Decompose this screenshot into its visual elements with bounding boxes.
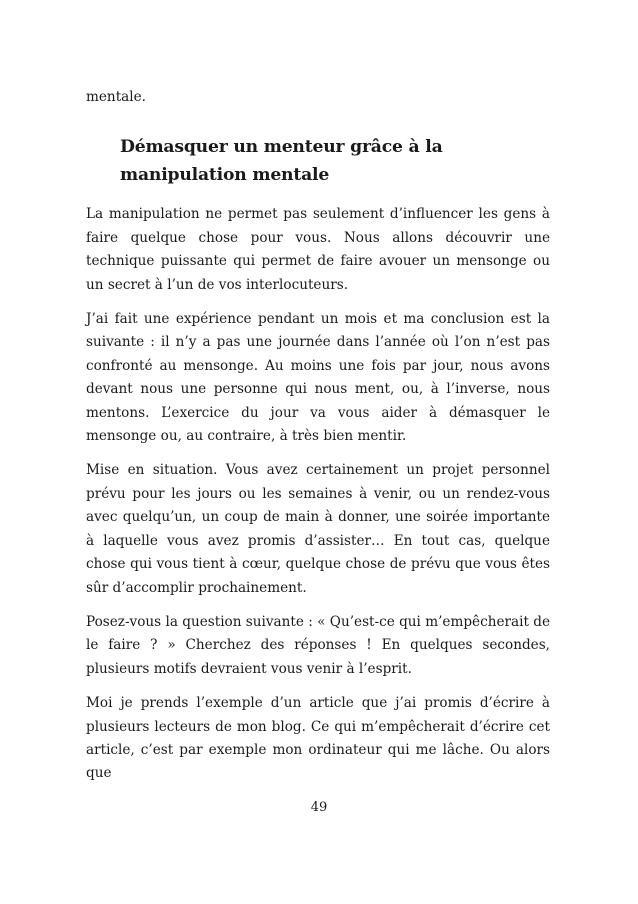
paragraph-2: J’ai fait une expérience pendant un mois et ma conclusion est la suivante : il n’y a pas une journée dans l’année où l’on n’est pas confronté au mensonge. Au moins une fois par jour, nous avons devant nous une personne qui nous ment, ou, à l’inverse, nous mentons. L’exercice du jour va vous aider à démasquer le mensonge ou, au contraire, à très bien mentir. (86, 311, 550, 445)
paragraph-4: Posez-vous la question suivante : « Qu’est-ce qui m’empêcherait de le faire ? » Cherchez des réponses ! En quelques secondes, plusieurs motifs devraient vous venir à l’esprit. (86, 613, 550, 677)
section-heading: Démasquer un menteur grâce à la manipulation mentale (120, 137, 443, 186)
page-number: 49 (310, 800, 328, 815)
page-content (86, 86, 550, 797)
paragraph-1: La manipulation ne permet pas seulement d’influencer les gens à faire quelque chose pour vous. Nous allons découvrir une technique puissante qui permet de faire avouer un mensonge ou un secret à l’un de vos interlocuteurs. (86, 206, 550, 293)
paragraph-3: Mise en situation. Vous avez certainement un projet personnel prévu pour les jours ou les semaines à venir, ou un rendez-vous avec quelqu’un, un coup de main à donner, une soirée importante à laquelle vous avez promis d’assister… En tout cas, quelque chose qui vous tient à cœur, quelque chose de prévu que vous êtes sûr d’accomplir prochainement. (86, 462, 550, 596)
paragraph-5: Moi je prends l’exemple d’un article que j’ai promis d’écrire à plusieurs lecteurs de mon blog. Ce qui m’empêcherait d’écrire cet article, c’est par exemple mon ordinateur qui me lâche. Ou alors que (86, 695, 550, 782)
lead-text: mentale. (86, 89, 146, 105)
